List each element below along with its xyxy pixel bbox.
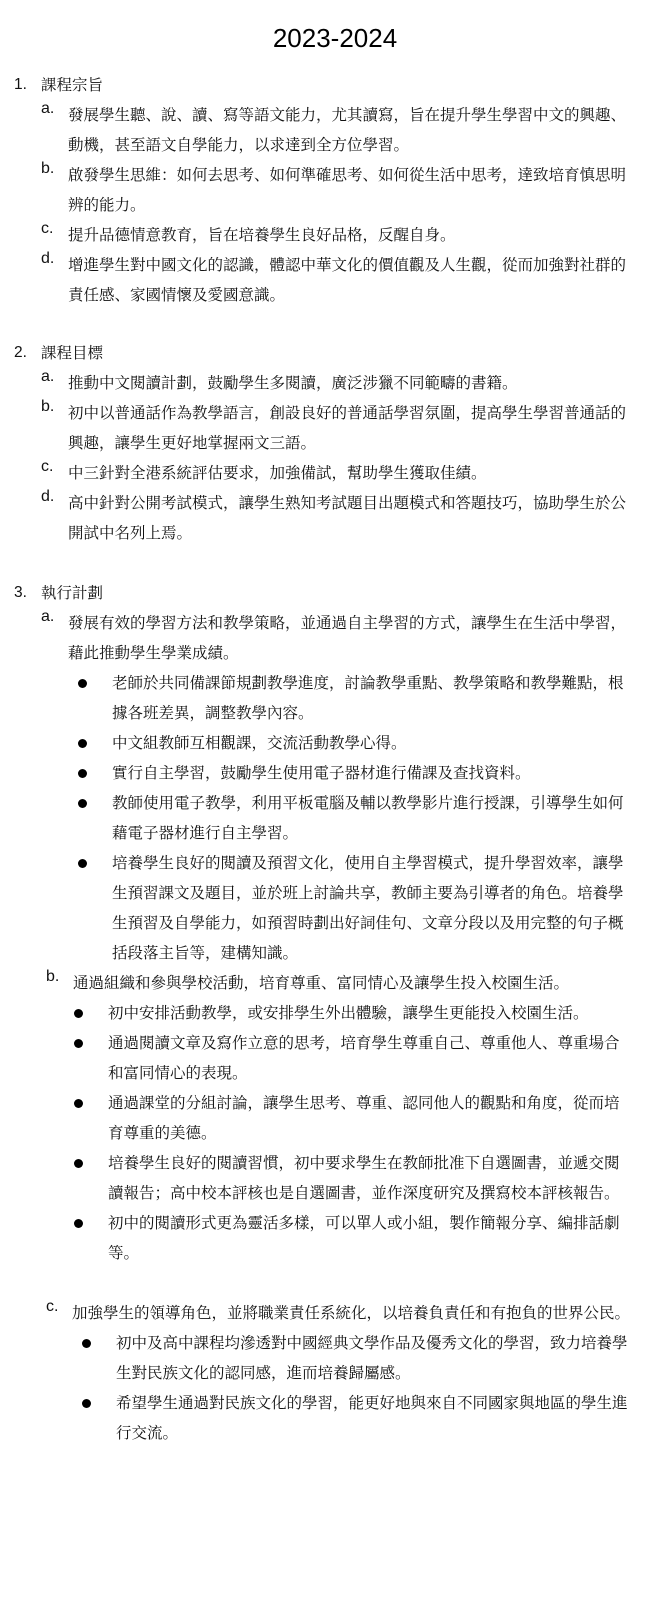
bullet-item xyxy=(0,758,670,788)
bullet-text: 初中及高中課程均滲透對中國經典文學作品及優秀文化的學習，致力培養學生對民族文化的認同感，進而培養歸屬感。 xyxy=(116,1334,628,1382)
bullet-text: 中文組教師互相觀課，交流活動教學心得。 xyxy=(112,734,407,752)
bullet-dot-icon xyxy=(78,679,87,688)
list-item xyxy=(0,220,670,250)
section-implementation-plan xyxy=(0,578,670,1448)
bullet-item xyxy=(0,1028,670,1088)
section-heading-row xyxy=(0,578,670,608)
section-heading: 執行計劃 xyxy=(41,584,104,602)
item-letter: b. xyxy=(46,968,60,985)
item-text: 高中針對公開考試模式，讓學生熟知考試題目出題模式和答題技巧，協助學生於公開試中名列上焉。 xyxy=(68,494,627,542)
item-letter: c. xyxy=(41,458,54,475)
section-course-objectives xyxy=(0,338,670,548)
bullet-dot-icon xyxy=(82,1399,91,1408)
item-letter: a. xyxy=(41,100,55,117)
bullet-dot-icon xyxy=(78,769,87,778)
section-number: 3. xyxy=(14,584,27,601)
bullet-text: 培養學生良好的閱讀習慣，初中要求學生在教師批准下自選圖書，並遞交閱讀報告；高中校本評核也是自選圖書，並作深度研究及撰寫校本評核報告。 xyxy=(108,1154,620,1202)
item-text: 中三針對全港系統評估要求，加強備試，幫助學生獲取佳績。 xyxy=(68,464,487,482)
bullet-text: 通過閱讀文章及寫作立意的思考，培育學生尊重自己、尊重他人、尊重場合和富同情心的表現。 xyxy=(108,1034,620,1082)
bullet-item xyxy=(0,1088,670,1148)
bullet-dot-icon xyxy=(74,1159,83,1168)
bullet-text: 實行自主學習，鼓勵學生使用電子器材進行備課及查找資料。 xyxy=(112,764,531,782)
item-text: 啟發學生思維：如何去思考、如何準確思考、如何從生活中思考，達致培育慎思明辨的能力。 xyxy=(68,166,627,214)
spacer xyxy=(0,1268,670,1298)
list-item xyxy=(0,398,670,458)
item-text: 通過組織和參與學校活動，培育尊重、富同情心及讓學生投入校園生活。 xyxy=(73,974,570,992)
section-heading-row xyxy=(0,338,670,368)
document-title: 2023-2024 xyxy=(272,23,398,53)
section-number: 1. xyxy=(14,76,27,93)
bullet-text: 培養學生良好的閱讀及預習文化，使用自主學習模式，提升學習效率，讓學生預習課文及題目，並於班上討論共享，教師主要為引導者的角色。培養學生預習及自學能力，如預習時劃出好詞佳句、文章分段以及用完整的句子概括段落主旨等，建構知識。 xyxy=(112,854,624,962)
item-text: 發展有效的學習方法和教學策略，並通過自主學習的方式，讓學生在生活中學習，藉此推動學生學業成績。 xyxy=(68,614,627,662)
section-heading-row xyxy=(0,70,670,100)
section-heading: 課程宗旨 xyxy=(41,76,104,94)
section-heading: 課程目標 xyxy=(41,344,104,362)
bullet-text: 通過課堂的分組討論，讓學生思考、尊重、認同他人的觀點和角度，從而培育尊重的美德。 xyxy=(108,1094,620,1142)
list-item xyxy=(0,458,670,488)
bullet-text: 初中安排活動教學，或安排學生外出體驗，讓學生更能投入校園生活。 xyxy=(108,1004,589,1022)
bullet-dot-icon xyxy=(74,1219,83,1228)
item-text: 初中以普通話作為教學語言，創設良好的普通話學習氛圍，提高學生學習普通話的興趣，讓學生更好地掌握兩文三語。 xyxy=(68,404,627,452)
item-letter: d. xyxy=(41,250,55,267)
item-letter: b. xyxy=(41,160,55,177)
section-number: 2. xyxy=(14,344,27,361)
bullet-dot-icon xyxy=(74,1009,83,1018)
bullet-dot-icon xyxy=(78,739,87,748)
bullet-dot-icon xyxy=(74,1099,83,1108)
bullet-dot-icon xyxy=(82,1339,91,1348)
list-item xyxy=(0,368,670,398)
bullet-item xyxy=(0,668,670,728)
section-course-aims xyxy=(0,70,670,310)
list-item xyxy=(0,488,670,548)
list-item xyxy=(0,160,670,220)
item-text: 增進學生對中國文化的認識，體認中華文化的價值觀及人生觀，從而加強對社群的責任感、家國情懷及愛國意識。 xyxy=(68,256,627,304)
item-text: 發展學生聽、說、讀、寫等語文能力，尤其讀寫，旨在提升學生學習中文的興趣、動機，甚至語文自學能力，以求達到全方位學習。 xyxy=(68,106,627,154)
item-letter: d. xyxy=(41,488,55,505)
bullet-item xyxy=(0,788,670,848)
bullet-item xyxy=(0,998,670,1028)
list-item xyxy=(0,968,670,998)
bullet-text: 教師使用電子教學，利用平板電腦及輔以教學影片進行授課，引導學生如何藉電子器材進行自主學習。 xyxy=(112,794,624,842)
item-letter: b. xyxy=(41,398,55,415)
bullet-dot-icon xyxy=(78,799,87,808)
item-letter: c. xyxy=(46,1298,59,1315)
item-letter: a. xyxy=(41,368,55,385)
list-item xyxy=(0,250,670,310)
bullet-item xyxy=(0,728,670,758)
item-letter: c. xyxy=(41,220,54,237)
bullet-dot-icon xyxy=(78,859,87,868)
bullet-item xyxy=(0,1388,670,1448)
bullet-dot-icon xyxy=(74,1039,83,1048)
list-item xyxy=(0,608,670,668)
item-text: 推動中文閱讀計劃，鼓勵學生多閱讀，廣泛涉獵不同範疇的書籍。 xyxy=(68,374,518,392)
bullet-item xyxy=(0,848,670,968)
item-letter: a. xyxy=(41,608,55,625)
item-text: 加強學生的領導角色，並將職業責任系統化，以培養負責任和有抱負的世界公民。 xyxy=(72,1304,631,1322)
item-text: 提升品德情意教育，旨在培養學生良好品格，反醒自身。 xyxy=(68,226,456,244)
bullet-text: 希望學生通過對民族文化的學習，能更好地與來自不同國家與地區的學生進行交流。 xyxy=(116,1394,628,1442)
bullet-item xyxy=(0,1328,670,1388)
list-item xyxy=(0,1298,670,1328)
bullet-item xyxy=(0,1148,670,1208)
bullet-text: 老師於共同備課節規劃教學進度，討論教學重點、教學策略和教學難點，根據各班差異，調整教學內容。 xyxy=(112,674,624,722)
list-item xyxy=(0,100,670,160)
bullet-item xyxy=(0,1208,670,1268)
bullet-text: 初中的閱讀形式更為靈活多樣，可以單人或小組，製作簡報分享、編排話劇等。 xyxy=(108,1214,620,1262)
